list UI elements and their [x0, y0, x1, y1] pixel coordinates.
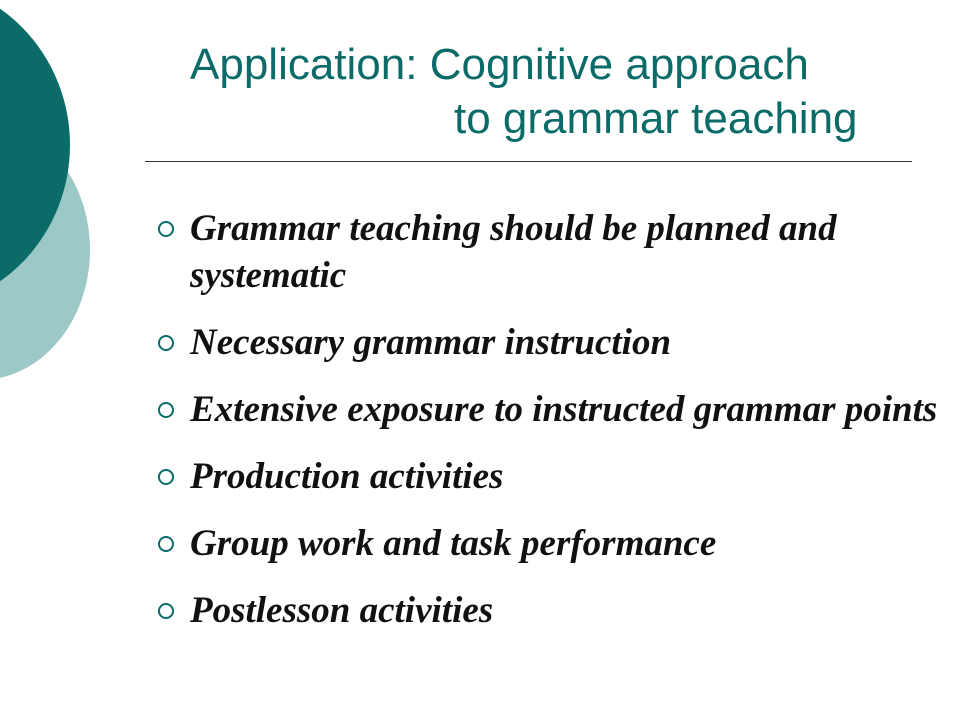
- title-line-2: to grammar teaching: [454, 94, 858, 143]
- title-line-1: Application: Cognitive approach: [190, 40, 809, 89]
- bullet-text: Extensive exposure to instructed grammar points: [190, 389, 938, 430]
- hollow-circle-icon: [158, 402, 174, 418]
- bullet-text: Postlesson activities: [190, 590, 494, 631]
- hollow-circle-icon: [158, 335, 174, 351]
- hollow-circle-icon: [158, 221, 174, 237]
- bullet-item: [158, 587, 938, 634]
- hollow-circle-icon: [158, 469, 174, 485]
- bullet-text: Production activities: [190, 456, 504, 497]
- bullet-text: Grammar teaching should be planned and systematic: [190, 208, 837, 296]
- bullet-text: Necessary grammar instruction: [190, 322, 672, 363]
- title-divider: [145, 161, 912, 162]
- bullet-item: [158, 453, 938, 500]
- bullet-text: Group work and task performance: [190, 523, 717, 564]
- bullet-item: [158, 520, 938, 567]
- hollow-circle-icon: [158, 536, 174, 552]
- bullet-item: [158, 386, 938, 433]
- bullet-item: [158, 319, 938, 366]
- bullet-list: [158, 205, 938, 654]
- hollow-circle-icon: [158, 603, 174, 619]
- bullet-item: [158, 205, 938, 299]
- slide-title: [190, 38, 930, 146]
